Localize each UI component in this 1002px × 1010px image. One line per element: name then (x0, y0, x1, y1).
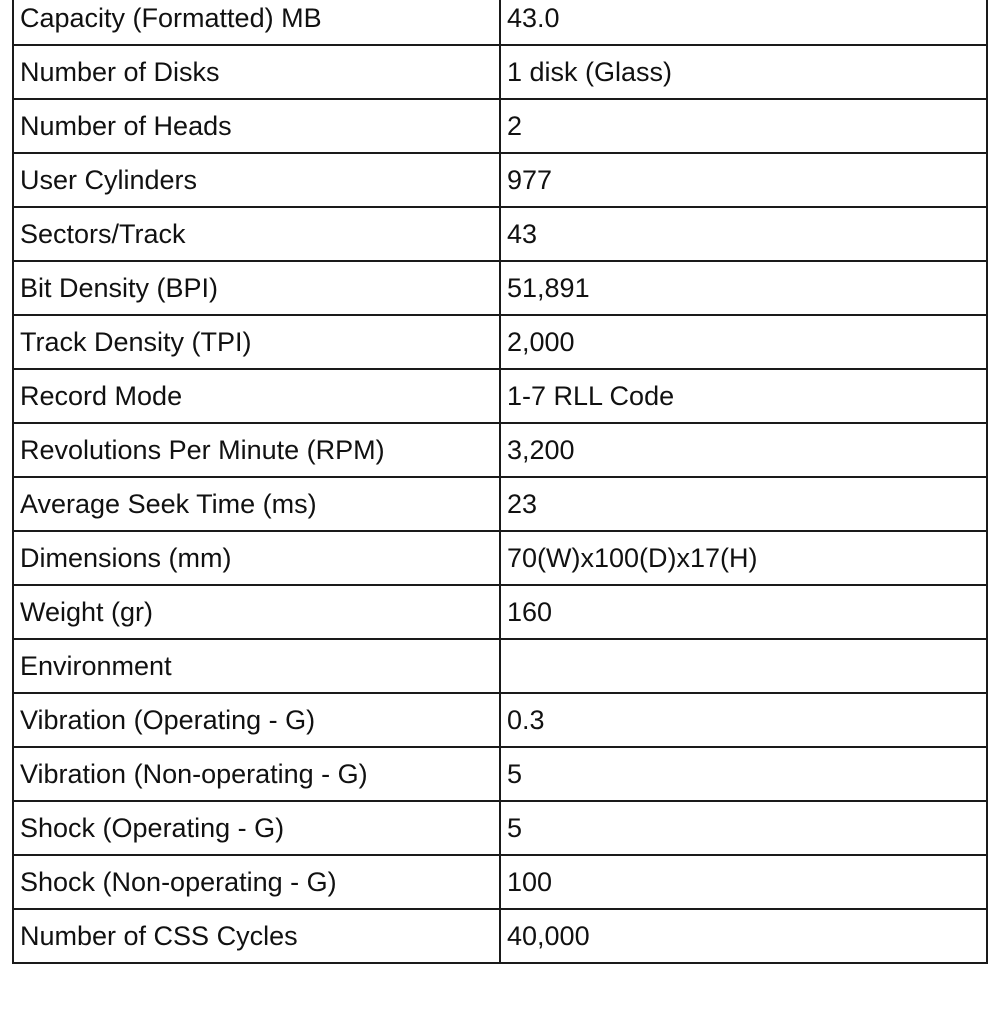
row-label: Shock (Operating - G) (13, 801, 500, 855)
table-row-capacity (13, 0, 987, 45)
row-label: Number of CSS Cycles (13, 909, 500, 963)
row-label: Track Density (TPI) (13, 315, 500, 369)
row-value: 977 (500, 153, 987, 207)
table-row-vibration-non-operating (13, 747, 987, 801)
table-row-vibration-operating (13, 693, 987, 747)
row-value: 70(W)x100(D)x17(H) (500, 531, 987, 585)
row-value: 2 (500, 99, 987, 153)
row-value: 3,200 (500, 423, 987, 477)
table-row-average-seek-time (13, 477, 987, 531)
row-value: 5 (500, 747, 987, 801)
row-value: 2,000 (500, 315, 987, 369)
row-label: Average Seek Time (ms) (13, 477, 500, 531)
row-label: Capacity (Formatted) MB (13, 0, 500, 45)
row-label: Shock (Non-operating - G) (13, 855, 500, 909)
row-value: 160 (500, 585, 987, 639)
row-label: Dimensions (mm) (13, 531, 500, 585)
table-row-bit-density (13, 261, 987, 315)
row-label: Sectors/Track (13, 207, 500, 261)
table-row-number-of-disks (13, 45, 987, 99)
row-value: 43.0 (500, 0, 987, 45)
row-label: Weight (gr) (13, 585, 500, 639)
row-value: 43 (500, 207, 987, 261)
spec-table (12, 0, 988, 964)
row-label: Environment (13, 639, 500, 693)
table-row-sectors-track (13, 207, 987, 261)
table-row-track-density (13, 315, 987, 369)
row-value: 100 (500, 855, 987, 909)
row-label: Number of Disks (13, 45, 500, 99)
row-value: 40,000 (500, 909, 987, 963)
row-value (500, 639, 987, 693)
row-label: Revolutions Per Minute (RPM) (13, 423, 500, 477)
row-label: Number of Heads (13, 99, 500, 153)
table-row-rpm (13, 423, 987, 477)
table-row-environment (13, 639, 987, 693)
table-row-css-cycles (13, 909, 987, 963)
table-row-dimensions (13, 531, 987, 585)
row-value: 51,891 (500, 261, 987, 315)
table-row-user-cylinders (13, 153, 987, 207)
row-value: 0.3 (500, 693, 987, 747)
table-row-record-mode (13, 369, 987, 423)
table-row-weight (13, 585, 987, 639)
table-row-shock-operating (13, 801, 987, 855)
spec-table-body (13, 0, 987, 963)
row-label: Bit Density (BPI) (13, 261, 500, 315)
row-value: 1 disk (Glass) (500, 45, 987, 99)
table-row-shock-non-operating (13, 855, 987, 909)
table-row-number-of-heads (13, 99, 987, 153)
row-label: User Cylinders (13, 153, 500, 207)
row-value: 23 (500, 477, 987, 531)
row-label: Vibration (Operating - G) (13, 693, 500, 747)
row-label: Vibration (Non-operating - G) (13, 747, 500, 801)
row-value: 1-7 RLL Code (500, 369, 987, 423)
row-value: 5 (500, 801, 987, 855)
row-label: Record Mode (13, 369, 500, 423)
